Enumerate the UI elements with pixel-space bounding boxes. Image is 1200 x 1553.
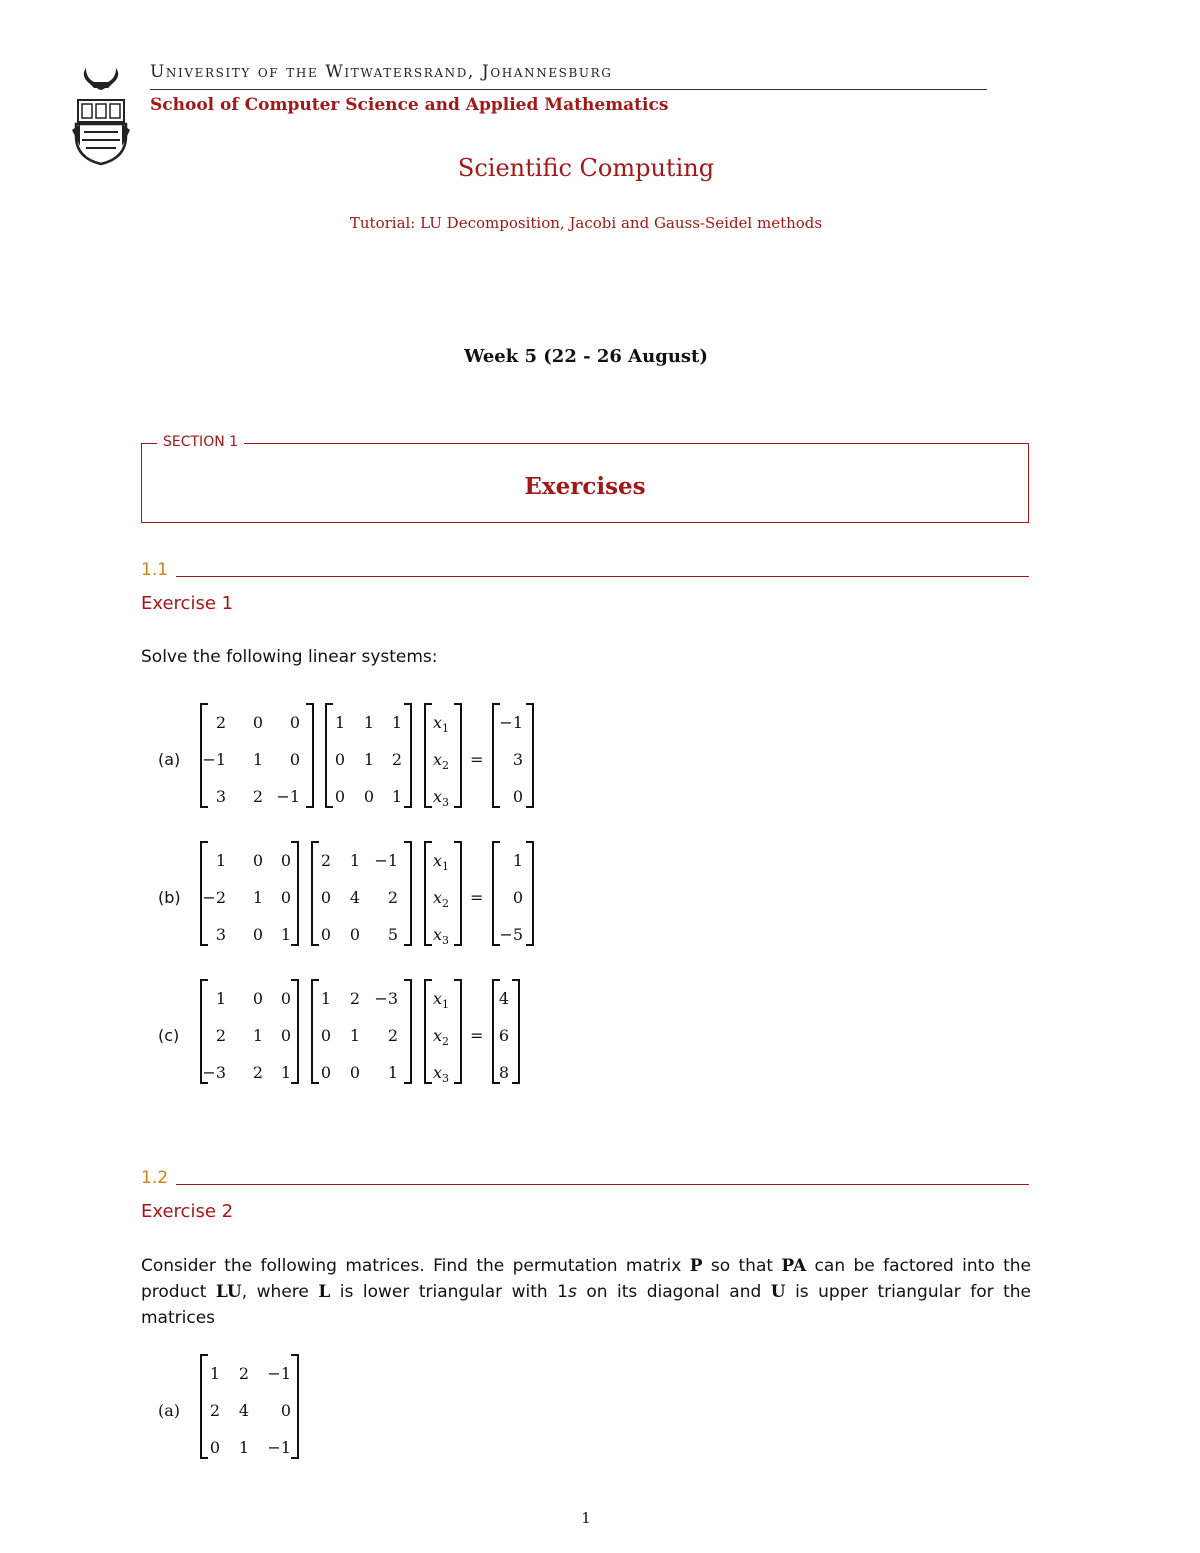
lower-matrix-entry: 3	[215, 925, 226, 944]
upper-matrix-entry: 0	[334, 750, 345, 769]
unknown-vector-entry: $x_2$	[433, 1026, 450, 1048]
upper-matrix-right-bracket	[404, 704, 411, 807]
matrix-a-entry: 0	[280, 1401, 291, 1420]
rhs-vector-right-bracket	[512, 980, 519, 1083]
unknown-vector-left-bracket	[425, 842, 432, 945]
lower-matrix-right-bracket	[306, 704, 313, 807]
upper-matrix-entry: 2	[391, 750, 402, 769]
unknown-vector-entry: $x_2$	[433, 888, 450, 910]
lower-matrix-entry: 3	[215, 787, 226, 806]
lower-matrix-entry: 2	[215, 1026, 226, 1045]
unknown-vector-entry: $x_3$	[433, 925, 450, 947]
matrix-label: (a)	[158, 1401, 181, 1420]
lower-matrix-entry: 1	[215, 989, 226, 1008]
upper-matrix-entry: 0	[363, 787, 374, 806]
system-label: (c)	[158, 1026, 180, 1045]
matrix-a-entry: 0	[209, 1438, 220, 1457]
upper-matrix-entry: 2	[387, 888, 398, 907]
matrix-a-right-bracket	[291, 1355, 298, 1458]
lower-matrix-entry: 0	[280, 1026, 291, 1045]
lower-matrix-entry: 0	[252, 713, 263, 732]
lower-matrix-entry: −3	[202, 1063, 226, 1082]
upper-matrix-entry: 2	[320, 851, 331, 870]
lower-matrix-entry: 0	[280, 851, 291, 870]
lower-matrix-entry: 0	[289, 750, 300, 769]
rhs-vector-entry: −1	[499, 713, 523, 732]
lower-matrix-entry: 1	[252, 888, 263, 907]
lower-matrix-entry: 2	[252, 787, 263, 806]
upper-matrix-right-bracket	[404, 980, 411, 1083]
upper-matrix-entry: 0	[320, 925, 331, 944]
upper-matrix-entry: 2	[387, 1026, 398, 1045]
course-title: Scientific Computing	[457, 154, 715, 182]
exercise-1-title: Exercise 1	[141, 593, 234, 614]
upper-matrix-left-bracket	[326, 704, 333, 807]
lower-matrix-entry: 0	[280, 989, 291, 1008]
matrix-a-entry: −1	[267, 1438, 291, 1457]
page-number: 1	[581, 1509, 591, 1527]
unknown-vector-entry: $x_1$	[433, 713, 450, 735]
exercise-2-text: Consider the following matrices. Find the permutation matrix P so that PA can be factored into the product LU, where L is lower triangular with 1s on its diagonal and U is upper triangular for the matrices	[141, 1256, 1031, 1328]
lower-matrix-entry: −2	[202, 888, 226, 907]
unknown-vector-right-bracket	[454, 704, 461, 807]
lower-matrix-entry: 0	[252, 989, 263, 1008]
tutorial-title: Tutorial: LU Decomposition, Jacobi and Gauss-Seidel methods	[349, 214, 823, 232]
university-name: University of the Witwatersrand, Johannesburg	[150, 62, 613, 82]
lower-matrix-right-bracket	[291, 980, 298, 1083]
rhs-vector-entry: 4	[498, 989, 509, 1008]
upper-matrix-entry: 1	[320, 989, 331, 1008]
rhs-vector-right-bracket	[526, 704, 533, 807]
rhs-vector-entry: 8	[498, 1063, 509, 1082]
lower-matrix-entry: −1	[202, 750, 226, 769]
matrix-a-entry: −1	[267, 1364, 291, 1383]
upper-matrix-entry: 1	[387, 1063, 398, 1082]
section-title: Exercises	[524, 473, 646, 500]
lower-matrix-entry: 2	[252, 1063, 263, 1082]
upper-matrix-entry: 1	[363, 713, 374, 732]
upper-matrix-entry: −1	[374, 851, 398, 870]
unknown-vector-left-bracket	[425, 704, 432, 807]
unknown-vector-entry: $x_3$	[433, 1063, 450, 1085]
exercise-1-intro: Solve the following linear systems:	[141, 647, 438, 667]
rhs-vector-right-bracket	[526, 842, 533, 945]
linear-systems-equations	[0, 690, 700, 1120]
matrix-a-left-bracket	[201, 1355, 208, 1458]
upper-matrix-right-bracket	[404, 842, 411, 945]
lower-matrix-right-bracket	[291, 842, 298, 945]
upper-matrix-entry: 1	[391, 787, 402, 806]
subsection-number-2: 1.2	[141, 1168, 169, 1188]
upper-matrix-entry: 0	[349, 1063, 360, 1082]
upper-matrix-entry: 0	[349, 925, 360, 944]
subsection-rule-2	[176, 1184, 1029, 1185]
system-label: (a)	[158, 750, 181, 769]
matrix-a-entry: 1	[238, 1438, 249, 1457]
upper-matrix-entry: 0	[320, 1026, 331, 1045]
unknown-vector-entry: $x_1$	[433, 851, 450, 873]
upper-matrix-entry: 1	[349, 1026, 360, 1045]
equals-sign: =	[470, 888, 484, 907]
school-name: School of Computer Science and Applied Mathematics	[150, 95, 669, 115]
lower-matrix-entry: 0	[280, 888, 291, 907]
rhs-vector-entry: −5	[499, 925, 523, 944]
subsection-rule-1	[176, 576, 1029, 577]
lower-matrix-entry: 1	[252, 1026, 263, 1045]
unknown-vector-entry: $x_3$	[433, 787, 450, 809]
university-crest-logo	[72, 66, 130, 166]
upper-matrix-left-bracket	[312, 842, 319, 945]
lower-matrix-entry: 1	[215, 851, 226, 870]
week-heading: Week 5 (22 - 26 August)	[464, 346, 708, 367]
unknown-vector-right-bracket	[454, 980, 461, 1083]
matrix-a-entry: 2	[238, 1364, 249, 1383]
header-rule	[150, 89, 987, 90]
system-label: (b)	[158, 888, 181, 907]
upper-matrix-entry: 4	[349, 888, 360, 907]
lower-matrix-entry: 0	[252, 851, 263, 870]
unknown-vector-right-bracket	[454, 842, 461, 945]
upper-matrix-entry: −3	[374, 989, 398, 1008]
upper-matrix-entry: 1	[391, 713, 402, 732]
subsection-number-1: 1.1	[141, 560, 169, 580]
unknown-vector-entry: $x_2$	[433, 750, 450, 772]
rhs-vector-entry: 0	[512, 787, 523, 806]
lower-matrix-entry: 2	[215, 713, 226, 732]
equals-sign: =	[470, 750, 484, 769]
upper-matrix-left-bracket	[312, 980, 319, 1083]
upper-matrix-entry: 0	[320, 1063, 331, 1082]
unknown-vector-left-bracket	[425, 980, 432, 1083]
upper-matrix-entry: 0	[320, 888, 331, 907]
lower-matrix-entry: 0	[252, 925, 263, 944]
lower-matrix-entry: 1	[252, 750, 263, 769]
upper-matrix-entry: 1	[363, 750, 374, 769]
rhs-vector-entry: 6	[498, 1026, 509, 1045]
upper-matrix-entry: 1	[349, 851, 360, 870]
lower-matrix-entry: 1	[280, 1063, 291, 1082]
upper-matrix-entry: 1	[334, 713, 345, 732]
upper-matrix-entry: 2	[349, 989, 360, 1008]
upper-matrix-entry: 0	[334, 787, 345, 806]
matrix-a-entry: 1	[209, 1364, 220, 1383]
rhs-vector-entry: 1	[512, 851, 523, 870]
lower-matrix-entry: −1	[276, 787, 300, 806]
exercise-2-title: Exercise 2	[141, 1201, 234, 1222]
section-label: SECTION 1	[157, 434, 244, 450]
upper-matrix-entry: 5	[387, 925, 398, 944]
equals-sign: =	[470, 1026, 484, 1045]
matrix-a-entry: 2	[209, 1401, 220, 1420]
rhs-vector-entry: 0	[512, 888, 523, 907]
matrix-a-entry: 4	[238, 1401, 249, 1420]
lower-matrix-entry: 0	[289, 713, 300, 732]
exercise-2-matrix-a	[0, 1345, 400, 1485]
lower-matrix-entry: 1	[280, 925, 291, 944]
rhs-vector-entry: 3	[512, 750, 523, 769]
unknown-vector-entry: $x_1$	[433, 989, 450, 1011]
